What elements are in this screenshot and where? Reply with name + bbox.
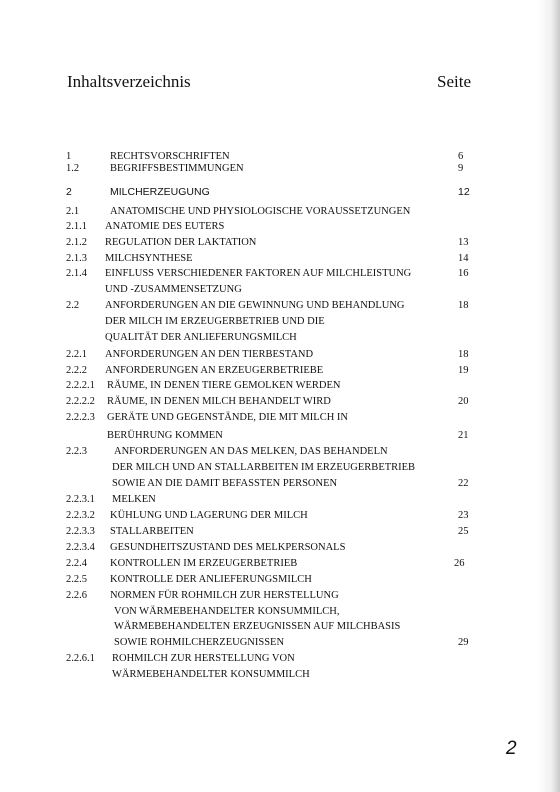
page-edge-shadow [538,0,560,792]
page-title: Inhaltsverzeichnis [67,72,191,91]
page-column-header: Seite [437,72,471,91]
page-number: 2 [506,738,517,759]
